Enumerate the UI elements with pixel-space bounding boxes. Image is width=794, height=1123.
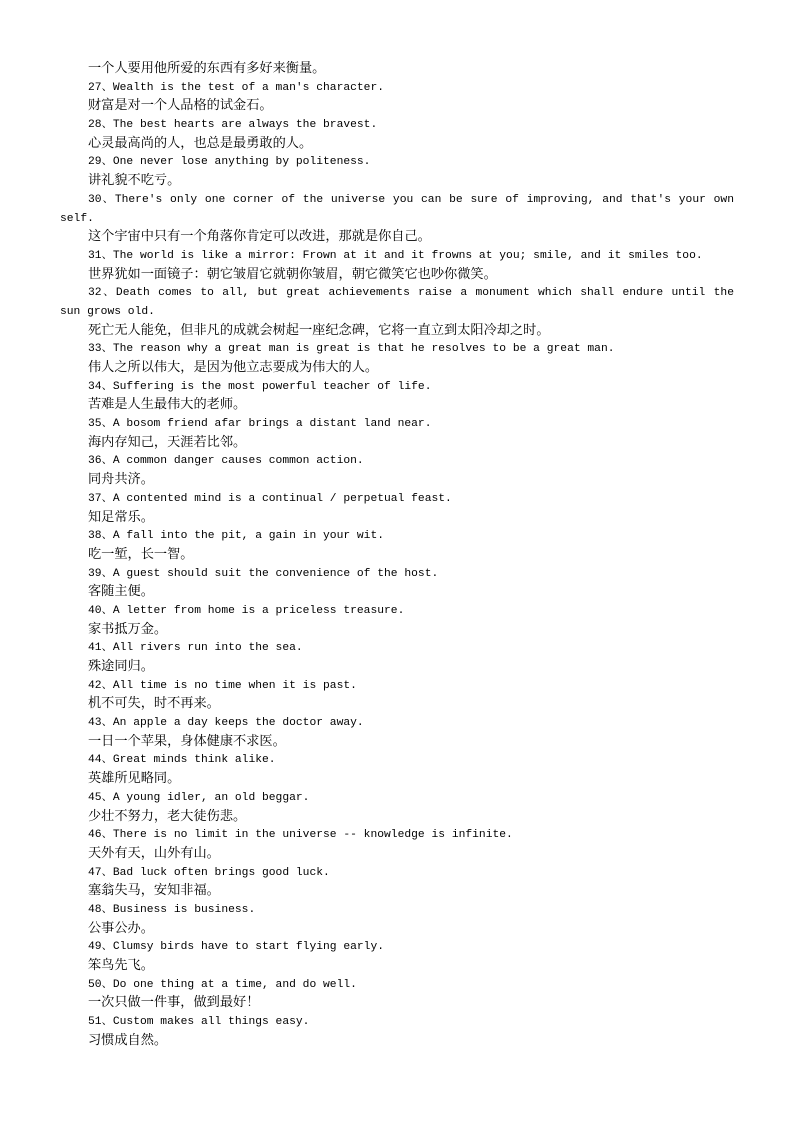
english-proverb: 49、Clumsy birds have to start flying early. xyxy=(88,941,385,954)
english-proverb: 29、One never lose anything by politeness. xyxy=(88,156,371,169)
english-proverb: 46、There is no limit in the universe -- knowledge is infinite. xyxy=(88,829,513,842)
english-proverb: 33、The reason why a great man is great is that he resolves to be a great man. xyxy=(88,343,615,356)
english-proverb: 48、Business is business. xyxy=(88,903,256,916)
chinese-translation: 公事公办。 xyxy=(88,920,154,936)
english-proverb: 35、A bosom friend afar brings a distant land near. xyxy=(88,418,432,431)
chinese-translation: 海内存知己，天涯若比邻。 xyxy=(88,434,247,450)
chinese-translation: 一个人要用他所爱的东西有多好来衡量。 xyxy=(88,61,326,76)
chinese-translation: 世界犹如一面镜子：朝它皱眉它就朝你皱眉，朝它微笑它也吵你微笑。 xyxy=(88,266,497,282)
chinese-translation: 家书抵万金。 xyxy=(88,621,168,637)
chinese-translation: 一日一个苹果，身体健康不求医。 xyxy=(88,733,286,749)
chinese-translation: 笨鸟先飞。 xyxy=(88,958,154,974)
english-proverb: 39、A guest should suit the convenience of the host. xyxy=(88,567,439,580)
chinese-translation: 同舟共济。 xyxy=(88,472,154,488)
english-proverb: 51、Custom makes all things easy. xyxy=(88,1016,310,1029)
english-proverb: 30、There's only one corner of the universe you can be sure of improving, and that's your own self. xyxy=(60,193,734,225)
english-proverb: 38、A fall into the pit, a gain in your wit. xyxy=(88,530,385,543)
chinese-translation: 苦难是人生最伟大的老师。 xyxy=(88,397,247,413)
chinese-translation: 机不可失，时不再来。 xyxy=(88,696,220,712)
chinese-translation: 讲礼貌不吃亏。 xyxy=(88,173,181,189)
chinese-translation: 天外有天，山外有山。 xyxy=(88,845,220,861)
english-proverb: 28、The best hearts are always the bravest. xyxy=(88,119,378,132)
chinese-translation: 英雄所见略同。 xyxy=(88,771,181,787)
english-proverb: 32、Death comes to all, but great achievements raise a monument which shall endure until the sun grows old. xyxy=(60,287,734,318)
english-proverb: 37、A contented mind is a continual / perpetual feast. xyxy=(88,492,452,505)
english-proverb: 47、Bad luck often brings good luck. xyxy=(88,866,330,879)
chinese-translation: 习惯成自然。 xyxy=(88,1032,168,1048)
chinese-translation: 财富是对一个人品格的试金石。 xyxy=(88,98,273,114)
chinese-translation: 死亡无人能免，但非凡的成就会树起一座纪念碑，它将一直立到太阳冷却之时。 xyxy=(88,322,550,338)
english-proverb: 41、All rivers run into the sea. xyxy=(88,642,303,655)
chinese-translation: 一次只做一件事，做到最好！ xyxy=(88,995,260,1011)
english-proverb: 44、Great minds think alike. xyxy=(88,754,276,767)
english-proverb: 50、Do one thing at a time, and do well. xyxy=(88,978,357,991)
english-proverb: 42、All time is no time when it is past. xyxy=(88,679,357,692)
english-proverb: 36、A common danger causes common action. xyxy=(88,455,364,468)
english-proverb: 34、Suffering is the most powerful teacher of life. xyxy=(88,380,432,393)
english-proverb: 40、A letter from home is a priceless treasure. xyxy=(88,604,405,617)
chinese-translation: 少壮不努力，老大徒伤悲。 xyxy=(88,808,247,824)
chinese-translation: 吃一堑，长一智。 xyxy=(88,546,194,562)
chinese-translation: 心灵最高尚的人，也总是最勇敢的人。 xyxy=(88,135,313,151)
chinese-translation: 知足常乐。 xyxy=(88,509,154,525)
chinese-translation: 这个宇宙中只有一个角落你肯定可以改进，那就是你自己。 xyxy=(88,229,431,245)
english-proverb: 27、Wealth is the test of a man's character. xyxy=(88,81,385,94)
english-proverb: 43、An apple a day keeps the doctor away. xyxy=(88,717,364,730)
chinese-translation: 殊途同归。 xyxy=(88,659,154,675)
english-proverb: 31、The world is like a mirror: Frown at it and it frowns at you; smile, and it smiles too. xyxy=(88,249,703,262)
chinese-translation: 伟人之所以伟大，是因为他立志要成为伟大的人。 xyxy=(88,360,379,376)
chinese-translation: 塞翁失马，安知非福。 xyxy=(88,883,220,899)
chinese-translation: 客随主便。 xyxy=(88,584,154,600)
english-proverb: 45、A young idler, an old beggar. xyxy=(88,791,310,804)
document-page xyxy=(60,60,734,1050)
